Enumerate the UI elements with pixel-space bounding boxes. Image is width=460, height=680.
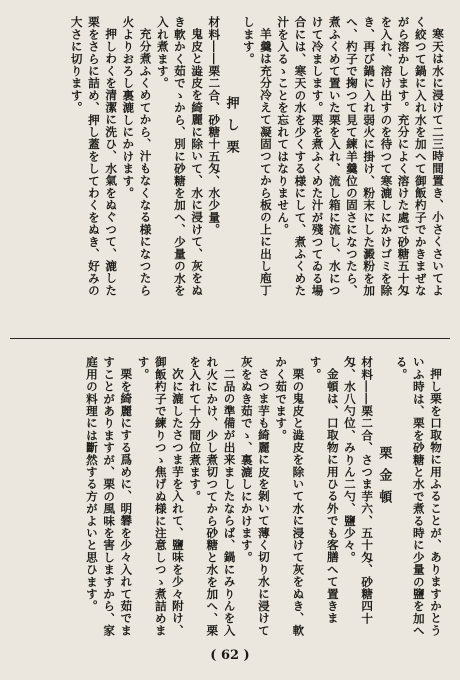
kurikinton-step-1: 金頓は、口取物に用ひる外でも客膳へて置きます。	[308, 356, 340, 624]
kurikinton-title: 栗金頓	[376, 446, 392, 512]
oshiguri-step-4: 押し栗を口取物に用ふることが、ありますかとういふ時は、栗を砂糖と水で煮る時に少量の鹽を加へる。	[394, 356, 443, 637]
bottom-text-block	[16, 356, 444, 638]
section-divider	[10, 338, 450, 339]
kurikinton-step-5: 次に漉したさつま芋を入れて、鹽味を少々附け、御飯杓子で練りつゝ焦げぬ様に注意しつゝ煮詰めます。	[136, 356, 185, 637]
yokan-paragraph-1: 寒天は水に浸けて二三時間置き、小さくさいてよく絞つて鍋に入れ水を加へて御飯杓子でかきまぜながら溶かします。充分によく溶けた處で砂糖五十匁を入れ、溶け出すのを待つて寒漉しにかけゴミを除き、再び鍋に入れ弱火に掛け、粉末にした澱粉を加へ、杓子で掬つて見て練羊羹位の固さになつたら、煮ふくめて置いた栗を入れ、流し箱に流し、水につけて冷まします。栗を煮ふくめた汁が殘つてゐる場合には、寒天の水を少くする様にして、煮ふくめた汁を入るゝことを忘れてはなりません。	[276, 16, 445, 297]
kurikinton-step-6: 栗を綺麗にする爲めに、明礬を少々入れて茹でますことがありますが、栗の風味を害しますから、家庭用の料理には斷然する方がよいと思ひます。	[84, 356, 134, 637]
kurikinton-step-2: 栗の鬼皮と澁皮を除いて水に浸けて灰をぬき、軟かく茹でます。	[274, 356, 306, 636]
oshiguri-step-2: 充分煮ふくめてから、汁もなくなる様になつたら火よりおろし裏漉しにかけます。	[121, 16, 153, 296]
oshiguri-title: 押し栗	[223, 96, 239, 162]
oshiguri-ingredients: 材料――栗二合、砂糖十五匁、水少量。	[207, 16, 222, 236]
top-text-block	[14, 16, 446, 308]
kurikinton-step-3: さつま芋も綺麗に皮を剝いて薄く切り水に浸けて灰をぬき茹でゝ、裏漉しにかけます。	[239, 356, 271, 636]
oshiguri-step-3: 押しわくを清潔に洗ひ、水氣をぬぐつて、漉した栗をさらに詰め、押し蓋をしてわくをぬき、好みの大さに切ります。	[69, 16, 119, 297]
page-number: ( 62 )	[210, 648, 250, 663]
yokan-paragraph-2: 羊羹は充分冷えて凝固つてから板の上に出し庖丁します。	[241, 16, 273, 296]
oshiguri-step-1: 鬼皮と澁皮を綺麗に除いて、水に浸けて、灰をぬき軟かく茹でゝから、別に砂糖を加へ、少量の水を入れ煮ます。	[155, 16, 205, 297]
kurikinton-step-4: 二品の準備が出来ましたならば、鍋にみりんを入れ火にかけ、少し煮切つてから砂糖と水を加へ、栗を入れて十分間位煮ます。	[188, 356, 237, 637]
kurikinton-ingredients: 材料――栗二合、さつま芋六、五十匁、砂糖四十匁、水八勺位、みりん二勺、鹽少々。	[342, 356, 375, 625]
